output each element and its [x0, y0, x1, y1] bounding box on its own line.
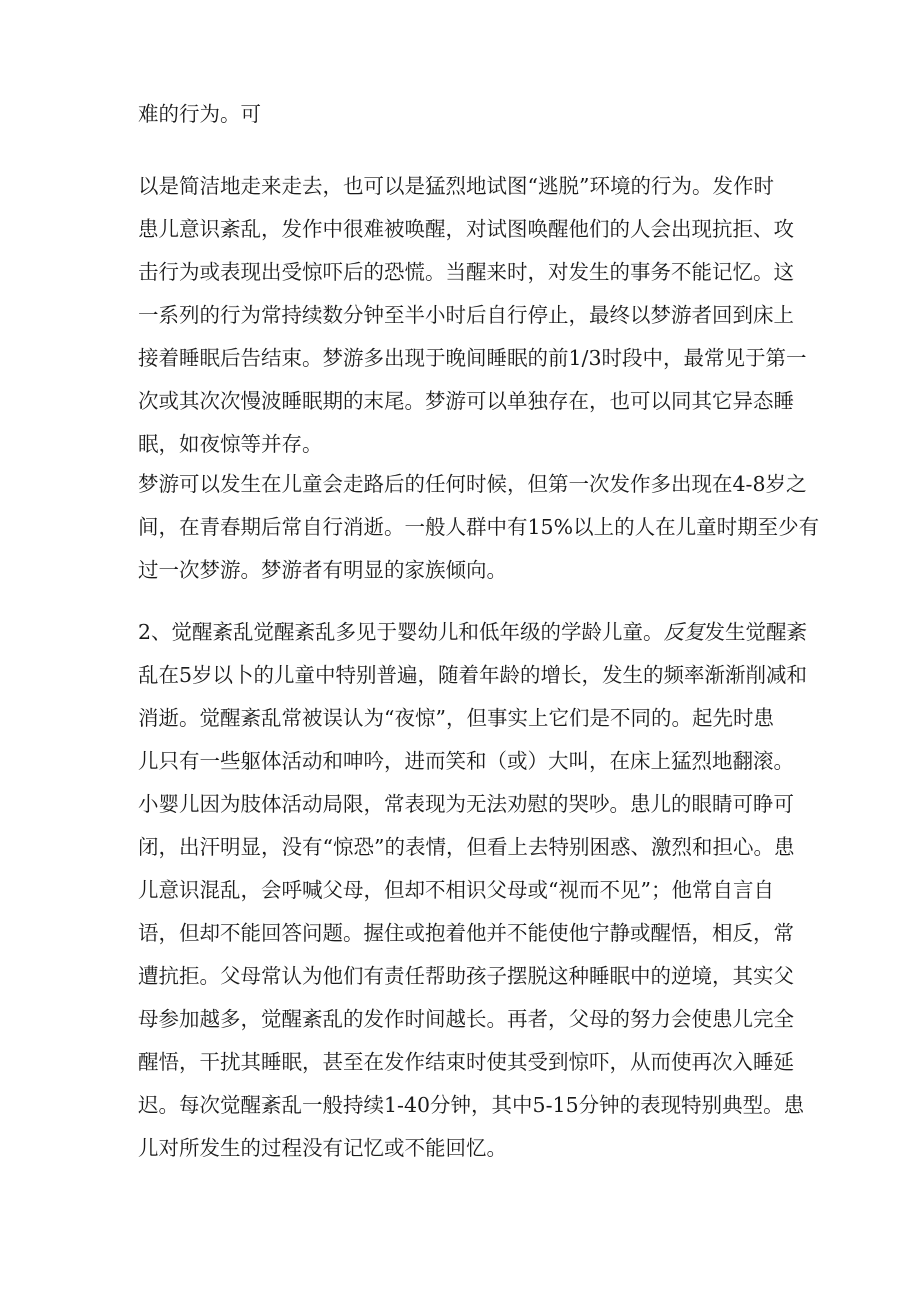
text-line: 过一次梦游。梦游者有明显的家族倾向。	[138, 558, 507, 582]
text-line: 迟。每次觉醒紊乱一般持续1-40分钟，其中5-15分钟的表现特别典型。患	[138, 1093, 805, 1117]
text-line: 接着睡眠后告结束。梦游多出现于晚间睡眠的前1/3时段中，最常见于第一	[138, 346, 807, 370]
text-line: 母参加越多，觉醒紊乱的发作时间越长。再者，父母的努力会使患儿完全	[138, 1007, 794, 1031]
italic-text-segment: 反复	[663, 620, 705, 644]
text-line: 一系列的行为常持续数分钟至半小时后自行停止，最终以梦游者回到床上	[138, 303, 794, 327]
text-line: 眠，如夜惊等并存。	[138, 432, 323, 456]
text-line: 闭，出汗明显，没有“惊恐”的表情，但看上去特别困惑、激烈和担心。患	[138, 835, 795, 859]
text-line: 梦游可以发生在儿童会走路后的任何时候，但第一次发作多出现在4-8岁之	[138, 472, 807, 496]
text-line-with-italic	[138, 618, 807, 646]
text-line: 儿意识混乱，会呼喊父母，但却不相识父母或“视而不见”；他常自言自	[138, 878, 774, 902]
text-line: 醒悟，干扰其睡眠，甚至在发作结束时使其受到惊吓，从而使再次入睡延	[138, 1050, 794, 1074]
text-line: 次或其次次慢波睡眠期的末尾。梦游可以单独存在，也可以同其它异态睡	[138, 389, 794, 413]
text-line: 小婴儿因为肢体活动局限，常表现为无法劝慰的哭吵。患儿的眼睛可睁可	[138, 792, 794, 816]
text-line: 患儿意识紊乱，发作中很难被唤醒，对试图唤醒他们的人会出现抗拒、攻	[138, 217, 794, 241]
text-line: 击行为或表现出受惊吓后的恐慌。当醒来时，对发生的事务不能记忆。这	[138, 260, 794, 284]
text-line: 消逝。觉醒紊乱常被误认为“夜惊”，但事实上它们是不同的。起先时患	[138, 706, 774, 730]
text-line: 儿只有一些躯体活动和呻吟，进而笑和（或）大叫，在床上猛烈地翻滚。	[138, 749, 794, 773]
text-line: 乱在5岁以卜的儿童中特别普遍，随着年龄的增长，发生的频率渐渐削减和	[138, 663, 808, 687]
text-line: 难的行为。可	[138, 102, 261, 126]
text-line: 语，但却不能回答问题。握住或抱着他并不能使他宁静或醒悟，相反，常	[138, 921, 794, 945]
text-segment: 2、觉醒紊乱觉醒紊乱多见于婴幼儿和低年级的学龄儿童。	[138, 620, 664, 644]
text-line: 遭抗拒。父母常认为他们有责任帮助孩子摆脱这种睡眠中的逆境，其实父	[138, 964, 794, 988]
text-line: 儿对所发生的过程没有记忆或不能回忆。	[138, 1136, 507, 1160]
text-line: 间，在青春期后常自行消逝。一般人群中有15%以上的人在儿童时期至少有	[138, 515, 820, 539]
text-line: 以是简洁地走来走去，也可以是猛烈地试图“逃脱”环境的行为。发作时	[138, 174, 774, 198]
text-segment: 发生觉醒紊	[704, 620, 808, 644]
